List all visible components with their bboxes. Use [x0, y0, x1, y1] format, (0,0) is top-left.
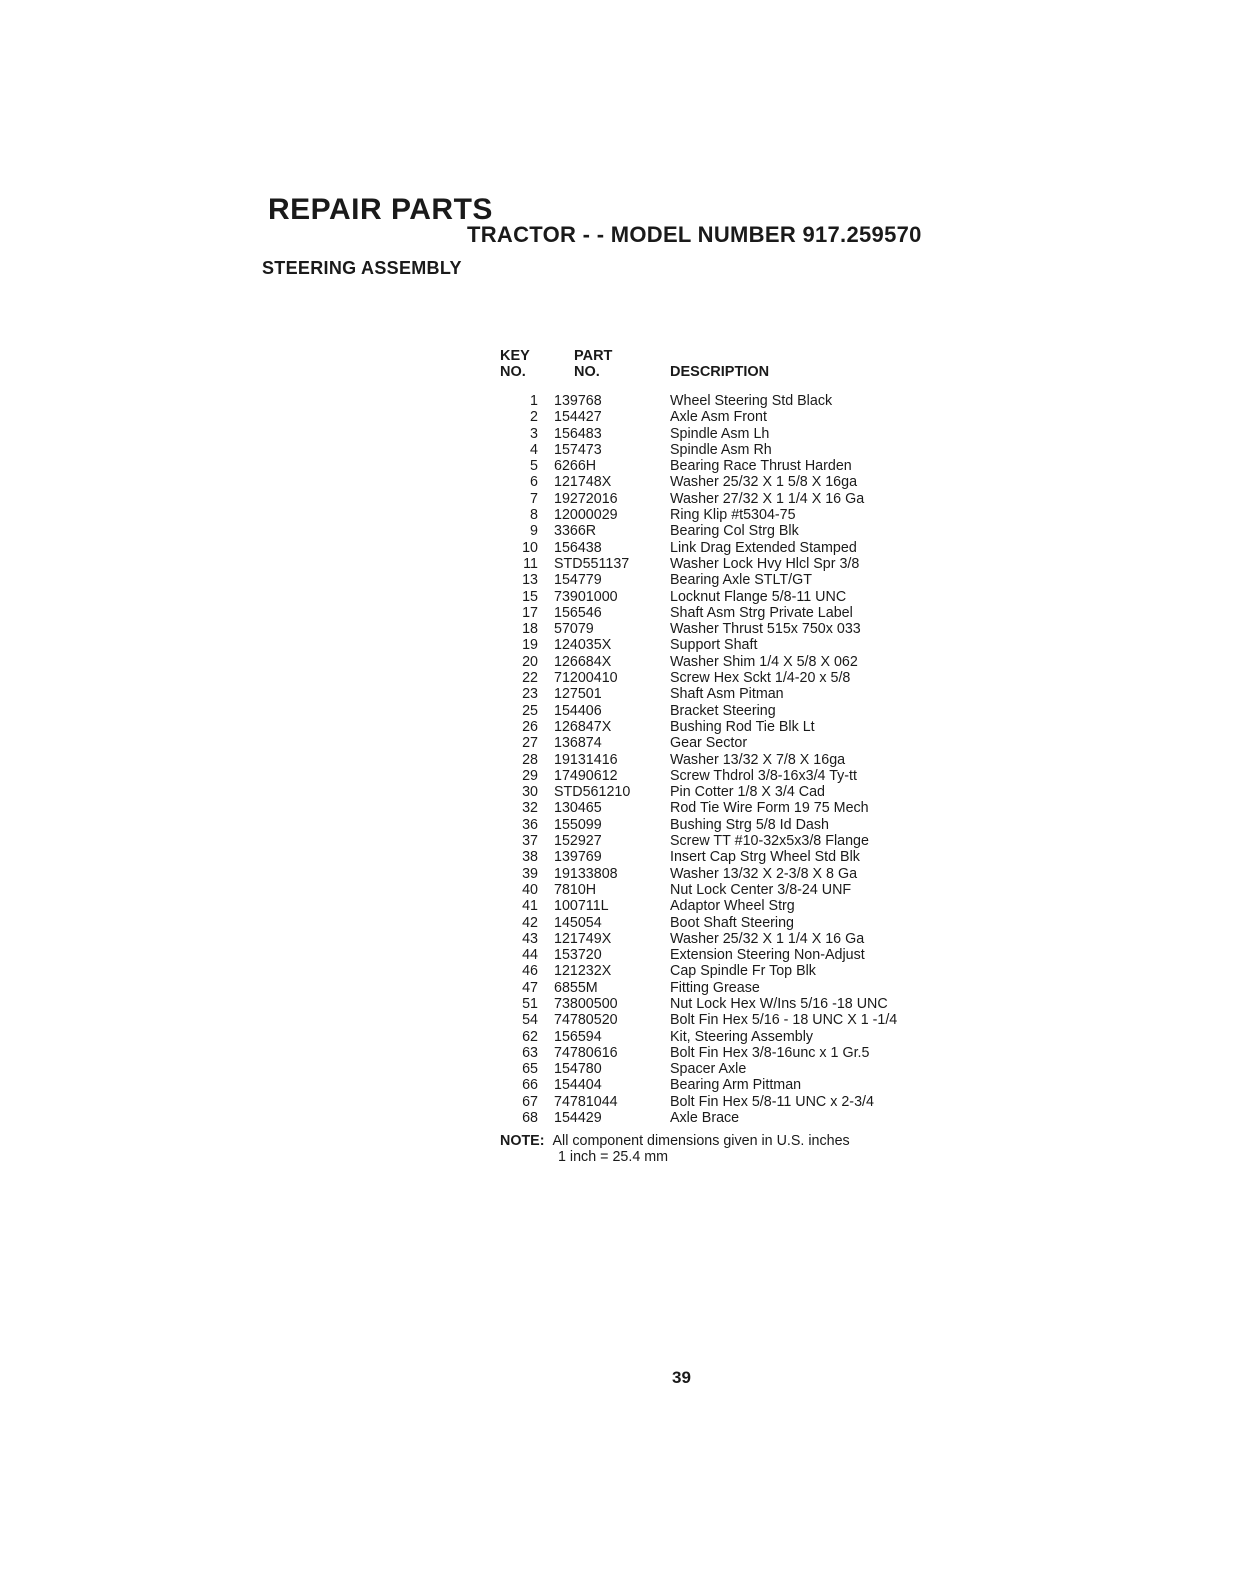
table-row: [500, 621, 897, 637]
part-no-cell: 73901000: [554, 588, 618, 605]
table-row: [500, 605, 897, 621]
key-no-cell: 23: [522, 686, 538, 703]
table-row: [500, 458, 897, 474]
key-no-cell: 37: [522, 833, 538, 850]
model-subtitle: TRACTOR - - MODEL NUMBER 917.259570: [467, 222, 922, 247]
header-part-line2: NO.: [574, 364, 600, 380]
part-no-cell: 126847X: [554, 718, 612, 735]
description-cell: Kit, Steering Assembly: [670, 1028, 814, 1045]
key-no-cell: 26: [522, 718, 538, 735]
part-no-cell: 121748X: [554, 474, 612, 491]
description-cell: Washer 13/32 X 7/8 X 16ga: [670, 751, 846, 768]
part-no-cell: 153720: [554, 947, 602, 964]
key-no-cell: 46: [522, 963, 538, 980]
description-cell: Fitting Grease: [670, 979, 760, 996]
note: [500, 1133, 850, 1166]
description-cell: Washer Thrust 515x 750x 033: [670, 621, 861, 638]
table-row: [500, 442, 897, 458]
table-row: [500, 1029, 897, 1045]
part-no-cell: 154406: [554, 702, 602, 719]
description-cell: Axle Asm Front: [670, 409, 767, 426]
key-no-cell: 36: [522, 816, 538, 833]
description-cell: Gear Sector: [670, 735, 748, 752]
part-no-cell: 155099: [554, 816, 602, 833]
part-no-cell: STD551137: [554, 555, 630, 572]
description-cell: Rod Tie Wire Form 19 75 Mech: [670, 800, 869, 817]
table-row: [500, 784, 897, 800]
key-no-cell: 43: [522, 930, 538, 947]
part-no-cell: 156594: [554, 1028, 602, 1045]
key-no-cell: 15: [522, 588, 538, 605]
part-no-cell: 57079: [554, 621, 594, 638]
table-row: [500, 393, 897, 409]
part-no-cell: 152927: [554, 833, 602, 850]
part-no-cell: 157473: [554, 441, 602, 458]
table-row: [500, 637, 897, 653]
note-conversion: 1 inch = 25.4 mm: [558, 1149, 669, 1166]
part-no-cell: 154429: [554, 1110, 602, 1127]
table-row: [500, 1110, 897, 1126]
key-no-cell: 6: [530, 474, 538, 491]
table-row: [500, 523, 897, 539]
table-row: [500, 980, 897, 996]
key-no-cell: 32: [522, 800, 538, 817]
key-no-cell: 40: [522, 881, 538, 898]
description-cell: Shaft Asm Strg Private Label: [670, 604, 853, 621]
part-no-cell: 121232X: [554, 963, 612, 980]
header-key-line2: NO.: [500, 364, 526, 380]
header-part-line1: PART: [574, 348, 613, 364]
part-no-cell: 100711L: [554, 898, 609, 915]
parts-table: [500, 348, 897, 1126]
part-no-cell: 145054: [554, 914, 602, 931]
description-cell: Nut Lock Hex W/Ins 5/16 -18 UNC: [670, 995, 888, 1012]
key-no-cell: 20: [522, 653, 538, 670]
table-row: [500, 426, 897, 442]
table-row: [500, 409, 897, 425]
key-no-cell: 27: [522, 735, 538, 752]
key-no-cell: 62: [522, 1028, 538, 1045]
part-no-cell: 154427: [554, 409, 602, 426]
header-key-line1: KEY: [500, 348, 530, 364]
part-no-cell: 139769: [554, 849, 602, 866]
description-cell: Spacer Axle: [670, 1061, 747, 1078]
key-no-cell: 1: [530, 393, 538, 409]
description-cell: Bracket Steering: [670, 702, 776, 719]
table-row: [500, 735, 897, 751]
part-no-cell: 156546: [554, 604, 602, 621]
part-no-cell: 19131416: [554, 751, 618, 768]
table-row: [500, 507, 897, 523]
table-row: [500, 491, 897, 507]
table-row: [500, 931, 897, 947]
part-no-cell: 17490612: [554, 767, 618, 784]
table-row: [500, 915, 897, 931]
header-key-no: [500, 348, 554, 393]
table-row: [500, 800, 897, 816]
table-row: [500, 474, 897, 490]
description-cell: Washer 25/32 X 1 5/8 X 16ga: [670, 474, 858, 491]
key-no-cell: 7: [530, 490, 538, 507]
description-cell: Nut Lock Center 3/8-24 UNF: [670, 881, 852, 898]
table-row: [500, 1045, 897, 1061]
part-no-cell: 124035X: [554, 637, 612, 654]
description-cell: Screw TT #10-32x5x3/8 Flange: [670, 833, 869, 850]
description-cell: Bolt Fin Hex 3/8-16unc x 1 Gr.5: [670, 1044, 870, 1061]
description-cell: Axle Brace: [670, 1110, 740, 1127]
table-row: [500, 833, 897, 849]
part-no-cell: 19133808: [554, 865, 618, 882]
table-row: [500, 947, 897, 963]
description-cell: Adaptor Wheel Strg: [670, 898, 795, 915]
part-no-cell: 127501: [554, 686, 602, 703]
key-no-cell: 13: [522, 572, 538, 589]
description-cell: Washer 13/32 X 2-3/8 X 8 Ga: [670, 865, 858, 882]
description-cell: Screw Hex Sckt 1/4-20 x 5/8: [670, 670, 851, 687]
key-no-cell: 44: [522, 947, 538, 964]
key-no-cell: 8: [530, 507, 538, 524]
page-title: REPAIR PARTS: [268, 193, 493, 226]
table-row: [500, 817, 897, 833]
description-cell: Boot Shaft Steering: [670, 914, 794, 931]
table-row: [500, 849, 897, 865]
key-no-cell: 68: [522, 1110, 538, 1127]
description-cell: Washer Shim 1/4 X 5/8 X 062: [670, 653, 858, 670]
part-no-cell: 154780: [554, 1061, 602, 1078]
key-no-cell: 47: [522, 979, 538, 996]
part-no-cell: 74780520: [554, 1012, 618, 1029]
table-row: [500, 654, 897, 670]
table-row: [500, 719, 897, 735]
description-cell: Spindle Asm Rh: [670, 441, 772, 458]
table-row: [500, 556, 897, 572]
description-cell: Screw Thdrol 3/8-16x3/4 Ty-tt: [670, 767, 858, 784]
header-row: [500, 348, 897, 393]
key-no-cell: 11: [523, 555, 538, 572]
table-row: [500, 866, 897, 882]
key-no-cell: 19: [522, 637, 538, 654]
part-no-cell: 7810H: [554, 881, 597, 898]
note-text: All component dimensions given in U.S. inches: [552, 1133, 850, 1149]
description-cell: Bearing Race Thrust Harden: [670, 458, 852, 475]
key-no-cell: 42: [522, 914, 538, 931]
description-cell: Pin Cotter 1/8 X 3/4 Cad: [670, 784, 825, 801]
key-no-cell: 39: [522, 865, 538, 882]
description-cell: Washer Lock Hvy Hlcl Spr 3/8: [670, 555, 860, 572]
key-no-cell: 22: [522, 670, 538, 687]
part-no-cell: 136874: [554, 735, 602, 752]
key-no-cell: 17: [522, 604, 538, 621]
table-row: [500, 963, 897, 979]
key-no-cell: 3: [530, 425, 538, 442]
table-row: [500, 898, 897, 914]
description-cell: Insert Cap Strg Wheel Std Blk: [670, 849, 860, 866]
description-cell: Cap Spindle Fr Top Blk: [670, 963, 816, 980]
table-row: [500, 1077, 897, 1093]
table-row: [500, 572, 897, 588]
key-no-cell: 4: [530, 441, 538, 458]
parts-table-body: [500, 393, 897, 1126]
key-no-cell: 2: [530, 409, 538, 426]
description-cell: Ring Klip #t5304-75: [670, 507, 796, 524]
description-cell: Bushing Strg 5/8 Id Dash: [670, 816, 829, 833]
key-no-cell: 30: [522, 784, 538, 801]
part-no-cell: 154779: [554, 572, 602, 589]
key-no-cell: 66: [522, 1077, 538, 1094]
part-no-cell: 19272016: [554, 490, 618, 507]
page-number: 39: [672, 1368, 691, 1387]
table-row: [500, 1012, 897, 1028]
key-no-cell: 9: [530, 523, 538, 540]
description-cell: Bearing Col Strg Blk: [670, 523, 799, 540]
key-no-cell: 25: [522, 702, 538, 719]
description-cell: Support Shaft: [670, 637, 758, 654]
description-cell: Wheel Steering Std Black: [670, 393, 833, 409]
key-no-cell: 29: [522, 767, 538, 784]
part-no-cell: 121749X: [554, 930, 612, 947]
part-no-cell: 73800500: [554, 995, 618, 1012]
key-no-cell: 51: [522, 995, 538, 1012]
table-row: [500, 752, 897, 768]
key-no-cell: 41: [522, 898, 538, 915]
table-row: [500, 882, 897, 898]
note-label: NOTE:: [500, 1133, 545, 1149]
table-row: [500, 996, 897, 1012]
key-no-cell: 67: [522, 1093, 538, 1110]
table-row: [500, 703, 897, 719]
note-line1: [500, 1133, 850, 1149]
description-cell: Bolt Fin Hex 5/16 - 18 UNC X 1 -1/4: [670, 1012, 898, 1029]
table-row: [500, 686, 897, 702]
description-cell: Bearing Axle STLT/GT: [670, 572, 812, 589]
key-no-cell: 18: [522, 621, 538, 638]
key-no-cell: 5: [530, 458, 538, 475]
table-row: [500, 768, 897, 784]
header-part-no: [554, 348, 666, 393]
part-no-cell: 71200410: [554, 670, 618, 687]
part-no-cell: 12000029: [554, 507, 618, 524]
description-cell: Spindle Asm Lh: [670, 425, 770, 442]
part-no-cell: 130465: [554, 800, 602, 817]
part-no-cell: STD561210: [554, 784, 631, 801]
header-description: DESCRIPTION: [670, 364, 770, 380]
key-no-cell: 38: [522, 849, 538, 866]
description-cell: Link Drag Extended Stamped: [670, 539, 857, 556]
description-cell: Washer 27/32 X 1 1/4 X 16 Ga: [670, 490, 865, 507]
part-no-cell: 154404: [554, 1077, 602, 1094]
part-no-cell: 3366R: [554, 523, 597, 540]
description-cell: Bolt Fin Hex 5/8-11 UNC x 2-3/4: [670, 1093, 874, 1110]
part-no-cell: 156483: [554, 425, 602, 442]
table-row: [500, 589, 897, 605]
table-row: [500, 1094, 897, 1110]
part-no-cell: 6266H: [554, 458, 597, 475]
description-cell: Extension Steering Non-Adjust: [670, 947, 865, 964]
key-no-cell: 63: [522, 1044, 538, 1061]
part-no-cell: 126684X: [554, 653, 612, 670]
description-cell: Bearing Arm Pittman: [670, 1077, 802, 1094]
section-title: STEERING ASSEMBLY: [262, 258, 462, 278]
parts-table-header: [500, 348, 897, 393]
description-cell: Washer 25/32 X 1 1/4 X 16 Ga: [670, 930, 865, 947]
description-cell: Locknut Flange 5/8-11 UNC: [670, 588, 847, 605]
key-no-cell: 10: [522, 539, 538, 556]
table-row: [500, 670, 897, 686]
table-row: [500, 540, 897, 556]
part-no-cell: 139768: [554, 393, 602, 409]
key-no-cell: 28: [522, 751, 538, 768]
key-no-cell: 65: [522, 1061, 538, 1078]
part-no-cell: 156438: [554, 539, 602, 556]
description-cell: Shaft Asm Pitman: [670, 686, 784, 703]
key-no-cell: 54: [522, 1012, 538, 1029]
part-no-cell: 74781044: [554, 1093, 618, 1110]
part-no-cell: 74780616: [554, 1044, 618, 1061]
description-cell: Bushing Rod Tie Blk Lt: [670, 718, 815, 735]
part-no-cell: 6855M: [554, 979, 598, 996]
table-row: [500, 1061, 897, 1077]
